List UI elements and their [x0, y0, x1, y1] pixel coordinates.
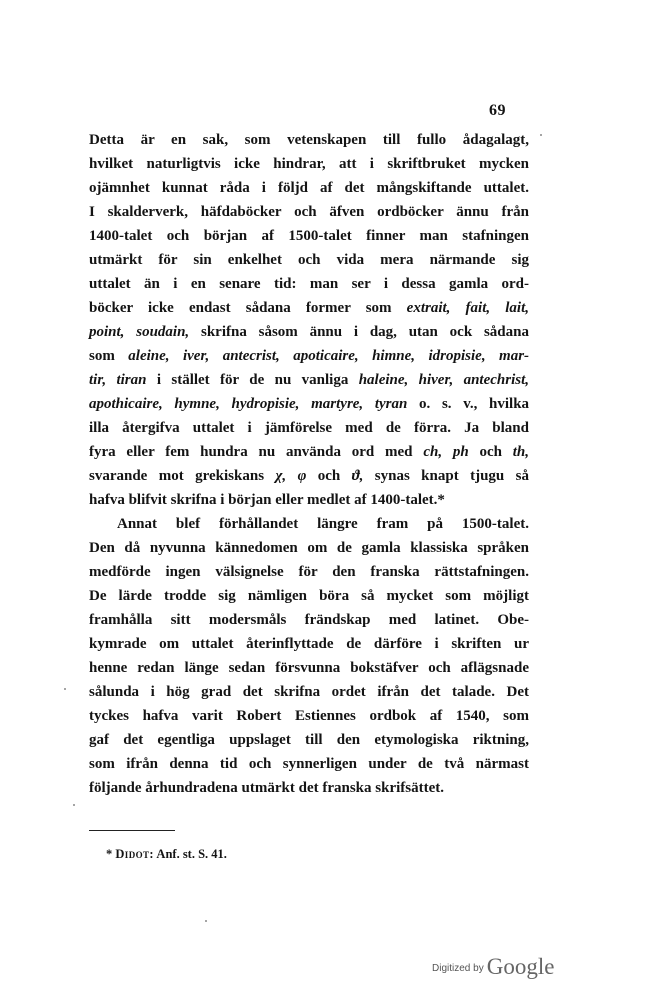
italic-term: mar- — [499, 348, 530, 364]
italic-term: hiver, — [418, 372, 454, 388]
italic-term: ϑ, — [351, 468, 364, 484]
text-run — [453, 372, 463, 388]
italic-term: ch, — [423, 444, 443, 460]
text-line — [89, 728, 529, 752]
text-run — [490, 300, 505, 316]
text-line — [89, 176, 529, 200]
text-run — [220, 396, 232, 412]
text-line — [89, 488, 529, 512]
italic-term: fait, — [465, 300, 491, 316]
italic-term: martyre, — [311, 396, 364, 412]
body-text — [89, 128, 529, 800]
text-run: Annat blef förhållandet längre fram på 1500-talet. — [117, 516, 529, 532]
text-line — [89, 632, 529, 656]
text-run — [280, 348, 293, 364]
text-run: I skalderverk, häfdaböcker och äfven ordböcker ännu från — [89, 204, 529, 220]
italic-term: hymne, — [174, 396, 220, 412]
text-line — [89, 440, 529, 464]
italic-term: aleine, — [128, 348, 170, 364]
italic-term: hydropisie, — [231, 396, 300, 412]
text-line — [89, 224, 529, 248]
text-run: skrifna såsom ännu i dag, utan ock sådana — [189, 324, 529, 340]
scan-speck — [64, 688, 66, 690]
italic-term: extrait, — [406, 300, 451, 316]
text-run: o. s. v., hvilka — [407, 396, 530, 412]
text-line — [89, 416, 529, 440]
text-line — [89, 296, 529, 320]
italic-term: antecrist, — [222, 348, 280, 364]
text-run: medförde ingen välsignelse för den franska rättstafningen. — [89, 564, 529, 580]
text-line — [89, 272, 529, 296]
text-run — [450, 300, 465, 316]
italic-term: ph — [452, 444, 469, 460]
italic-term: apothicaire, — [89, 396, 163, 412]
text-run: sålunda i hög grad det skrifna ordet ifrån det talade. Det — [89, 684, 529, 700]
text-line — [89, 128, 529, 152]
italic-term: himne, — [372, 348, 416, 364]
text-run — [106, 372, 116, 388]
italic-term: lait, — [505, 300, 530, 316]
text-line — [89, 680, 529, 704]
text-line — [89, 536, 529, 560]
text-line — [89, 320, 529, 344]
footnote-author: Didot: — [115, 847, 154, 861]
text-line — [89, 584, 529, 608]
text-run: hvilket naturligtvis icke hindrar, att i skriftbruket mycken — [89, 156, 529, 172]
italic-term: point, — [89, 324, 125, 340]
text-line — [89, 368, 529, 392]
italic-term: tir, — [89, 372, 107, 388]
text-run: uttalet än i en senare tid: man ser i dessa gamla ord- — [89, 276, 529, 292]
italic-term: apoticaire, — [293, 348, 359, 364]
text-run: och — [468, 444, 513, 460]
text-run — [363, 396, 375, 412]
text-run: synas knapt tjugu så — [363, 468, 530, 484]
footnote-marker: * — [106, 847, 113, 861]
text-line — [89, 752, 529, 776]
text-line — [89, 704, 529, 728]
italic-term: iver, — [182, 348, 210, 364]
text-run — [415, 348, 428, 364]
text-run — [163, 396, 175, 412]
text-run: gaf det egentliga uppslaget till den etymologiska riktning, — [89, 732, 529, 748]
text-run: utmärkt för sin enkelhet och vida mera närmande sig — [89, 252, 529, 268]
text-run — [170, 348, 183, 364]
text-run: De lärde trodde sig nämligen böra så mycket som möjligt — [89, 588, 529, 604]
text-line — [89, 656, 529, 680]
text-run: illa återgifva uttalet i jämförelse med de förra. Ja bland — [89, 420, 529, 436]
text-line — [89, 464, 529, 488]
text-run — [408, 372, 418, 388]
text-run — [286, 468, 297, 484]
text-line — [89, 200, 529, 224]
italic-term: th, — [512, 444, 530, 460]
text-line — [89, 392, 529, 416]
text-run: svarande mot grekiskans — [89, 468, 276, 484]
italic-term: soudain, — [136, 324, 190, 340]
text-line — [89, 512, 529, 536]
text-run — [124, 324, 136, 340]
footnote — [106, 847, 227, 862]
text-run: framhålla sitt modersmåls frändskap med latinet. Obe- — [89, 612, 529, 628]
italic-term: φ — [297, 468, 307, 484]
scan-speck — [540, 134, 542, 136]
text-run: böcker icke endast sådana former som — [89, 300, 407, 316]
italic-term: haleine, — [358, 372, 409, 388]
text-line — [89, 248, 529, 272]
text-run: henne redan länge sedan försvunna bokstäfver och aflägsnade — [89, 660, 529, 676]
text-run: Detta är en sak, som vetenskapen till fullo ådagalagt, — [89, 132, 529, 148]
text-run: tyckes hafva varit Robert Estiennes ordbok af 1540, som — [89, 708, 529, 724]
watermark-prefix: Digitized by — [432, 963, 484, 974]
text-run — [442, 444, 453, 460]
text-line — [89, 152, 529, 176]
footnote-reference: Anf. st. S. 41. — [156, 847, 227, 861]
text-run: 1400-talet och början af 1500-talet finner man stafningen — [89, 228, 529, 244]
text-run: fyra eller fem hundra nu använda ord med — [89, 444, 424, 460]
text-run: hafva blifvit skrifna i början eller medlet af 1400-talet.* — [89, 492, 445, 508]
text-line — [89, 344, 529, 368]
scan-speck — [205, 920, 207, 922]
scan-speck — [73, 804, 75, 806]
italic-term: tiran — [116, 372, 147, 388]
text-run: kymrade om uttalet återinflyttade de därföre i skriften ur — [89, 636, 529, 652]
digitized-watermark — [432, 954, 554, 980]
footnote-rule — [89, 830, 175, 831]
text-run: följande århundradena utmärkt det franska skrifsättet. — [89, 780, 445, 796]
text-run — [299, 396, 311, 412]
text-run: Den då nyvunna kännedomen om de gamla klassiska språken — [89, 540, 529, 556]
text-run — [209, 348, 222, 364]
page-number: 69 — [489, 102, 506, 119]
italic-term: antechrist, — [463, 372, 530, 388]
text-run: ojämnhet kunnat råda i följd af det mångskiftande uttalet. — [89, 180, 529, 196]
google-logo: Google — [486, 954, 555, 979]
text-run — [359, 348, 372, 364]
italic-term: tyran — [374, 396, 408, 412]
text-run — [486, 348, 499, 364]
text-line — [89, 776, 529, 800]
text-run: i stället för de nu vanliga — [146, 372, 359, 388]
text-run: som — [89, 348, 129, 364]
text-run: som ifrån denna tid och synnerligen under de två närmast — [89, 756, 529, 772]
text-line — [89, 608, 529, 632]
text-line — [89, 560, 529, 584]
italic-term: χ, — [275, 468, 287, 484]
text-run: och — [306, 468, 352, 484]
italic-term: idropisie, — [428, 348, 486, 364]
